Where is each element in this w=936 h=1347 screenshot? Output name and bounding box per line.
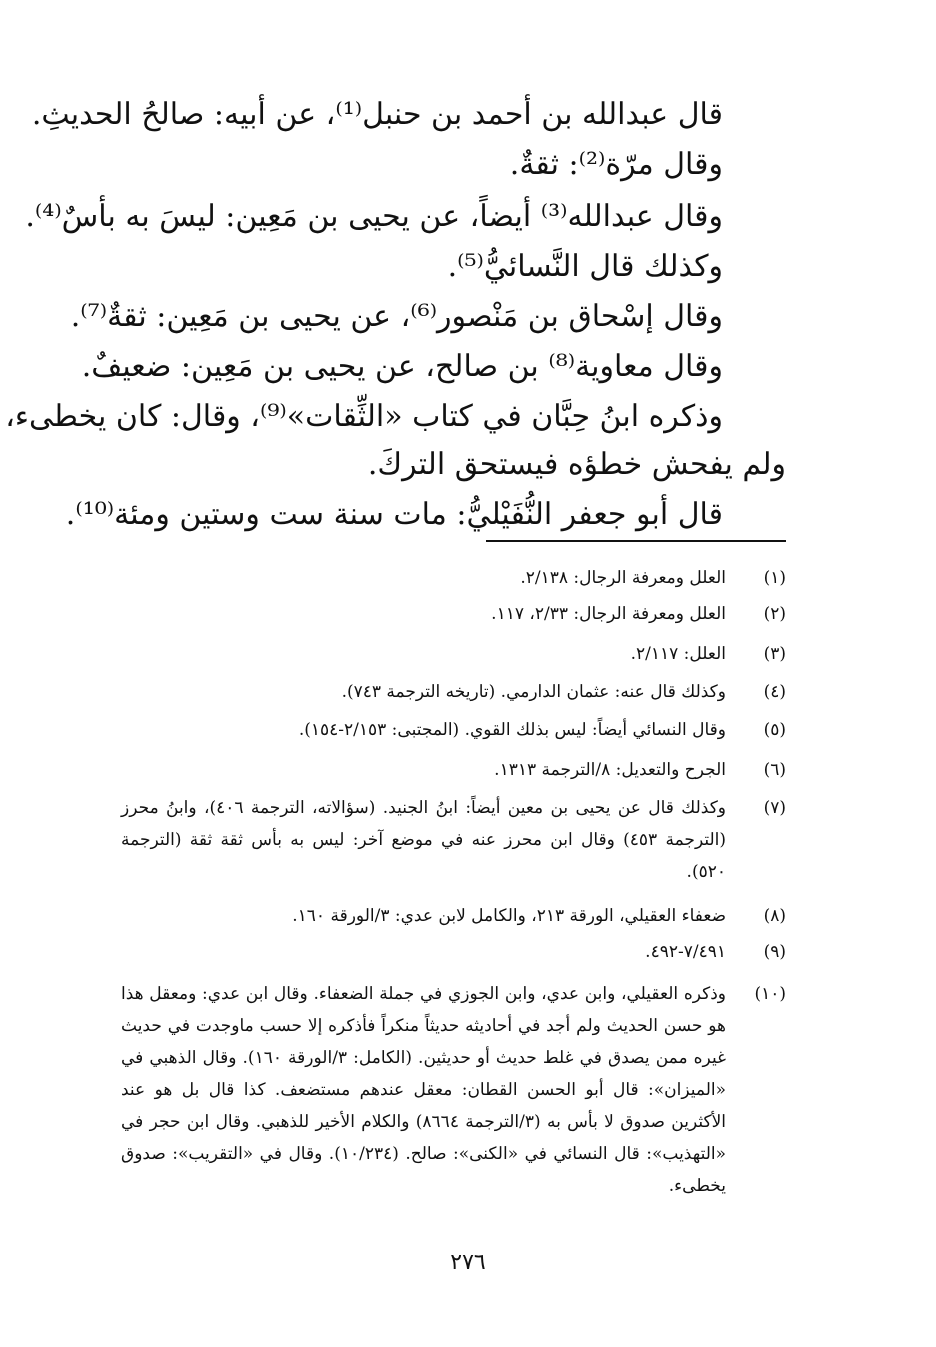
footnote-text: العلل ومعرفة الرجال: ٢/٣٣، ١١٧. xyxy=(491,604,726,624)
footnote xyxy=(121,598,786,630)
footnote-text: وذكره العقيلي، وابن عدي، وابن الجوزي في جملة الضعفاء. وقال ابن عدي: ومعقل هذا هو حسن الحديث ولم أجد في أحاديثه حديثاً منكراً فأذكره إلا حسب ماوجدت في حديث غيره ممن يصدق في غلط حديث أو حديثين. (الكامل: ٣/الورقة ١٦٠). وقال الذهبي في «الميزان»: قال أبو الحسن القطان: معقل عندهم مستضعف. كذا قال بل هو عند الأكثرين صدوق لا بأس به (٣/الترجمة ٨٦٦٤) والكلام الأخير للذهبي. وقال ابن حجر في «التهذيب»: قال النسائي في «الكنى»: صالح. (١٠/٢٣٤). وقال في «التقريب»: صدوق يخطىء. xyxy=(121,984,727,1196)
main-text-line: وقال عبدالله⁽³⁾ أيضاً، عن يحيى بن مَعِين: ليسَ به بأسٌ⁽⁴⁾. xyxy=(25,199,723,234)
footnote-number: (٦) xyxy=(763,760,786,780)
footnote-number: (٨) xyxy=(763,906,786,926)
main-text-line: قال عبدالله بن أحمد بن حنبل⁽¹⁾، عن أبيه: صالحُ الحديثِ. xyxy=(31,97,723,132)
footnote-text: الجرح والتعديل: ٨/الترجمة ١٣١٣. xyxy=(494,760,726,780)
main-text-line: وقال مرّة⁽²⁾: ثقةٌ. xyxy=(509,147,723,182)
footnote xyxy=(121,936,786,968)
footnote-number: (٢) xyxy=(763,604,786,624)
footnote-number: (٥) xyxy=(763,720,786,740)
footnote-number: (٣) xyxy=(763,644,786,664)
footnote xyxy=(121,676,786,708)
footnote xyxy=(121,638,786,670)
footnote-number: (١) xyxy=(763,568,786,588)
footnote xyxy=(121,900,786,932)
footnote-text: العلل: ٢/١١٧. xyxy=(630,644,726,664)
footnote-number: (١٠) xyxy=(754,984,786,1004)
footnote xyxy=(121,754,786,786)
page-number: ٢٧٦ xyxy=(450,1250,486,1275)
footnote xyxy=(121,792,786,888)
main-text-line: ولم يفحش خطؤه فيستحق التركَ. xyxy=(367,447,786,482)
footnote-text: وقال النسائي أيضاً: ليس بذلك القوي. (المجتبى: ٢/١٥٣-١٥٤). xyxy=(298,720,726,740)
main-text-line: وكذلك قال النَّسائيُّ⁽⁵⁾. xyxy=(447,249,723,284)
main-text-line: وقال إسْحاق بن مَنْصور⁽⁶⁾، عن يحيى بن مَعِين: ثقةٌ⁽⁷⁾. xyxy=(70,299,723,334)
footnote xyxy=(121,978,786,1202)
footnote-number: (٧) xyxy=(763,798,786,818)
footnote xyxy=(121,714,786,746)
main-text-line: قال أبو جعفر النُّفَيْليُّ: مات سنة ست وستين ومئة⁽¹⁰⁾. xyxy=(65,497,723,532)
main-text-line: وذكره ابنُ حِبَّان في كتاب «الثِّقات»⁽⁹⁾، وقال: كان يخطىء، xyxy=(5,399,723,434)
footnote-number: (٩) xyxy=(763,942,786,962)
footnote-text: وكذلك قال عنه: عثمان الدارمي. (تاريخه الترجمة ٧٤٣). xyxy=(341,682,726,702)
footnote xyxy=(121,562,786,594)
footnote-number: (٤) xyxy=(763,682,786,702)
main-text-line: وقال معاوية⁽⁸⁾ بن صالح، عن يحيى بن مَعِين: ضعيفٌ. xyxy=(81,349,723,384)
footnote-text: ٧/٤٩١-٤٩٢. xyxy=(645,942,726,962)
footnote-text: ضعفاء العقيلي، الورقة ٢١٣، والكامل لابن عدي: ٣/الورقة ١٦٠. xyxy=(292,906,726,926)
footnote-text: وكذلك قال عن يحيى بن معين أيضاً: ابنُ الجنيد. (سؤالاته، الترجمة ٤٠٦)، وابنُ محرز (الترجمة ٤٥٣) وقال ابن محرز عنه في موضع آخر: ليس به بأس ثقة ثقة (الترجمة ٥٢٠). xyxy=(121,798,726,882)
footnote-divider xyxy=(486,540,786,542)
footnote-text: العلل ومعرفة الرجال: ٢/١٣٨. xyxy=(520,568,726,588)
